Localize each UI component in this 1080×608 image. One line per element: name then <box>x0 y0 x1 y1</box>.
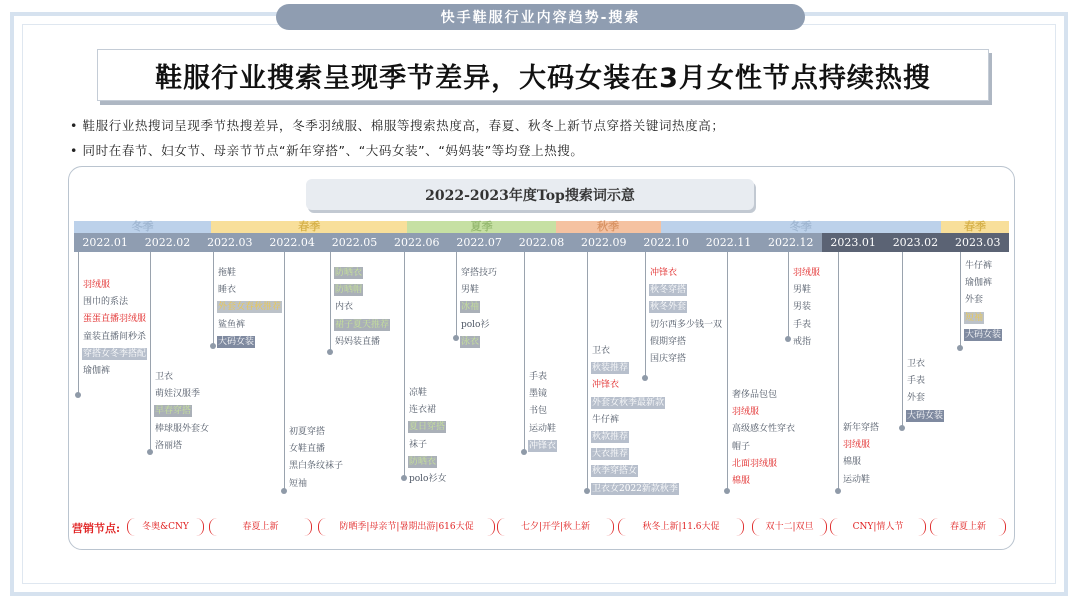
timeline-connector <box>404 252 405 478</box>
timeline-connector <box>960 252 961 348</box>
search-keyword: 大码女装 <box>218 336 255 347</box>
search-keyword: 新年穿搭 <box>843 423 880 433</box>
timeline-connector <box>727 252 728 491</box>
search-keyword: 国庆穿搭 <box>650 354 687 364</box>
search-keyword: 围巾的系法 <box>83 297 129 308</box>
search-keyword: 外套 <box>965 295 984 306</box>
timeline-connector <box>330 252 331 352</box>
timeline-connector <box>788 252 789 339</box>
search-keyword: 秋冬外套 <box>650 302 687 313</box>
search-keyword: polo衫 <box>461 319 490 330</box>
search-keyword: 男鞋 <box>461 285 480 296</box>
search-keyword: 防晒帽 <box>335 285 363 296</box>
search-keyword: 羽绒服 <box>732 407 760 418</box>
search-keyword: 男装 <box>793 302 812 313</box>
search-keyword: 妈妈装直播 <box>335 336 381 347</box>
month-label: 2022.01 <box>74 233 136 252</box>
search-keyword: 高级感女性穿衣 <box>732 424 796 435</box>
search-keyword: 秋冬穿搭 <box>650 285 687 296</box>
search-keyword: 冰袖 <box>461 302 480 313</box>
search-keyword: 切尔西多少钱一双 <box>650 319 723 330</box>
bullet-2: • 同时在春节、妇女节、母亲节节点“新年穿搭”、“大码女装”、“妈妈装”等均登上热搜。 <box>70 143 584 158</box>
timeline-dot <box>957 345 963 351</box>
timeline-dot <box>401 475 407 481</box>
search-keyword: 男鞋 <box>793 285 812 296</box>
search-keyword: 瑜伽裤 <box>965 278 993 289</box>
search-keyword: 初夏穿搭 <box>289 427 326 437</box>
search-keyword: 大衣推荐 <box>592 449 629 460</box>
month-label: 2022.02 <box>136 233 198 252</box>
search-keyword: 秋款推荐 <box>592 432 629 442</box>
season-band: 冬季 <box>661 221 941 233</box>
timeline-connector <box>284 252 285 491</box>
search-keyword: 女鞋直播 <box>289 444 326 455</box>
timeline-connector <box>645 252 646 378</box>
month-label: 2022.08 <box>510 233 572 252</box>
search-keyword: 假期穿搭 <box>650 336 687 347</box>
search-keyword: 卫衣 <box>907 359 926 369</box>
season-band: 秋季 <box>556 221 661 233</box>
month-label: 2022.09 <box>573 233 635 252</box>
search-keyword: 睡衣 <box>218 285 237 296</box>
timeline-dot <box>724 488 730 494</box>
timeline-connector <box>587 252 588 491</box>
headline: 鞋服行业搜索呈现季节差异，大码女装在3月女性节点持续热搜 <box>97 49 989 101</box>
month-label: 2022.10 <box>635 233 697 252</box>
search-keyword: 运动鞋 <box>843 474 871 485</box>
search-keyword: 短袖 <box>289 478 308 489</box>
marketing-node: 秋冬上新|11.6大促 <box>618 518 744 536</box>
timeline-connector <box>456 252 457 338</box>
search-keyword: 穿搭女冬季搭配 <box>83 348 147 359</box>
search-keyword: 防晒衣 <box>335 268 363 278</box>
search-keyword: 棉服 <box>843 457 862 468</box>
marketing-node: CNY|情人节 <box>830 518 926 536</box>
search-keyword: 手表 <box>793 319 812 330</box>
search-keyword: 牛仔裤 <box>965 261 993 271</box>
month-label: 2022.05 <box>323 233 385 252</box>
search-keyword: 瑜伽裤 <box>83 366 111 376</box>
section-title-pill: 快手鞋服行业内容趋势-搜索 <box>276 4 805 30</box>
search-keyword: 夏日穿搭 <box>409 422 446 433</box>
timeline-dot <box>210 343 216 349</box>
search-keyword: 内衣 <box>335 302 354 313</box>
marketing-node: 春夏上新 <box>209 518 312 536</box>
bullet-1: • 鞋服行业热搜词呈现季节热搜差异，冬季羽绒服、棉服等搜索热度高，春夏、秋冬上新节点穿搭关键词热度高； <box>70 118 725 133</box>
search-keyword: 童装直播间秒杀 <box>83 331 147 342</box>
search-keyword: 短袖 <box>965 312 984 323</box>
search-keyword: 外套 <box>907 393 926 404</box>
timeline-dot <box>281 488 287 494</box>
search-keyword: 手表 <box>907 376 926 387</box>
search-keyword: 鲨鱼裤 <box>218 319 246 330</box>
search-keyword: polo衫女 <box>409 474 447 484</box>
marketing-node: 春夏上新 <box>930 518 1006 536</box>
search-keyword: 防晒衣 <box>409 456 437 467</box>
search-keyword: 手表 <box>529 372 548 382</box>
search-keyword: 大码女装 <box>907 410 944 421</box>
search-keyword: 秋装推荐 <box>592 363 629 374</box>
search-keyword: 穿搭技巧 <box>461 268 498 278</box>
month-label: 2023.03 <box>947 233 1009 252</box>
marketing-node: 防晒季|母亲节|暑期出游|616大促 <box>318 518 495 536</box>
timeline-connector <box>150 252 151 452</box>
timeline-dot <box>327 349 333 355</box>
search-keyword: 蛋蛋直播羽绒服 <box>83 314 147 325</box>
search-keyword: 外套女秋季最新款 <box>592 397 665 408</box>
timeline-dot <box>785 336 791 342</box>
search-keyword: 帽子 <box>732 441 751 452</box>
timeline-connector <box>213 252 214 346</box>
season-band: 春季 <box>941 221 1009 233</box>
search-keyword: 冲锋衣 <box>592 380 620 391</box>
timeline-connector <box>902 252 903 428</box>
marketing-label: 营销节点: <box>72 522 121 535</box>
search-keyword: 冲锋衣 <box>650 268 678 278</box>
month-label: 2022.07 <box>448 233 510 252</box>
search-keyword: 裙子夏天推荐 <box>335 319 390 330</box>
month-label: 2023.02 <box>884 233 946 252</box>
search-keyword: 运动鞋 <box>529 423 557 434</box>
timeline-dot <box>835 488 841 494</box>
search-keyword: 棒球服外套女 <box>155 423 210 434</box>
search-keyword: 羽绒服 <box>793 268 821 278</box>
search-keyword: 连衣裙 <box>409 405 437 416</box>
search-keyword: 早春穿搭 <box>155 406 192 417</box>
search-keyword: 奢侈品包包 <box>732 390 778 400</box>
season-band: 冬季 <box>74 221 211 233</box>
month-label: 2023.01 <box>822 233 884 252</box>
search-keyword: 卫衣 <box>155 372 174 382</box>
search-keyword: 洛丽塔 <box>155 440 183 451</box>
search-keyword: 戒指 <box>793 336 812 347</box>
search-keyword: 拖鞋 <box>218 268 237 278</box>
search-keyword: 书包 <box>529 406 548 417</box>
search-keyword: 泳衣 <box>461 336 480 347</box>
search-keyword: 外套女春秋推荐 <box>218 302 282 313</box>
timeline-dot <box>584 488 590 494</box>
search-keyword: 牛仔裤 <box>592 414 620 425</box>
timeline-connector <box>78 252 79 395</box>
search-keyword: 萌娃汉服季 <box>155 389 201 400</box>
timeline-title: 2022-2023年度Top搜索词示意 <box>306 179 754 210</box>
search-keyword: 羽绒服 <box>83 280 111 290</box>
search-keyword: 秋季穿搭女 <box>592 466 638 477</box>
search-keyword: 卫衣女2022新款秋季 <box>592 483 678 494</box>
timeline-connector <box>524 252 525 452</box>
month-label: 2022.03 <box>199 233 261 252</box>
season-band: 夏季 <box>407 221 555 233</box>
search-keyword: 羽绒服 <box>843 440 871 451</box>
timeline-dot <box>147 449 153 455</box>
month-label: 2022.06 <box>386 233 448 252</box>
search-keyword: 北面羽绒服 <box>732 458 778 469</box>
season-band: 春季 <box>211 221 407 233</box>
search-keyword: 袜子 <box>409 439 428 450</box>
month-label: 2022.12 <box>760 233 822 252</box>
timeline-dot <box>521 449 527 455</box>
search-keyword: 大码女装 <box>965 329 1002 340</box>
timeline-dot <box>453 335 459 341</box>
search-keyword: 卫衣 <box>592 346 611 356</box>
timeline-dot <box>899 425 905 431</box>
timeline-dot <box>642 375 648 381</box>
search-keyword: 棉服 <box>732 476 751 486</box>
month-label: 2022.11 <box>697 233 759 252</box>
marketing-node: 双十二|双旦 <box>752 518 827 536</box>
search-keyword: 墨镜 <box>529 389 548 400</box>
marketing-node: 冬奥&CNY <box>127 518 204 536</box>
timeline-connector <box>838 252 839 491</box>
month-label: 2022.04 <box>261 233 323 252</box>
marketing-node: 七夕|开学|秋上新 <box>497 518 614 536</box>
timeline-dot <box>75 392 81 398</box>
search-keyword: 凉鞋 <box>409 388 428 398</box>
search-keyword: 黑白条纹袜子 <box>289 461 344 472</box>
search-keyword: 冲锋衣 <box>529 440 557 451</box>
